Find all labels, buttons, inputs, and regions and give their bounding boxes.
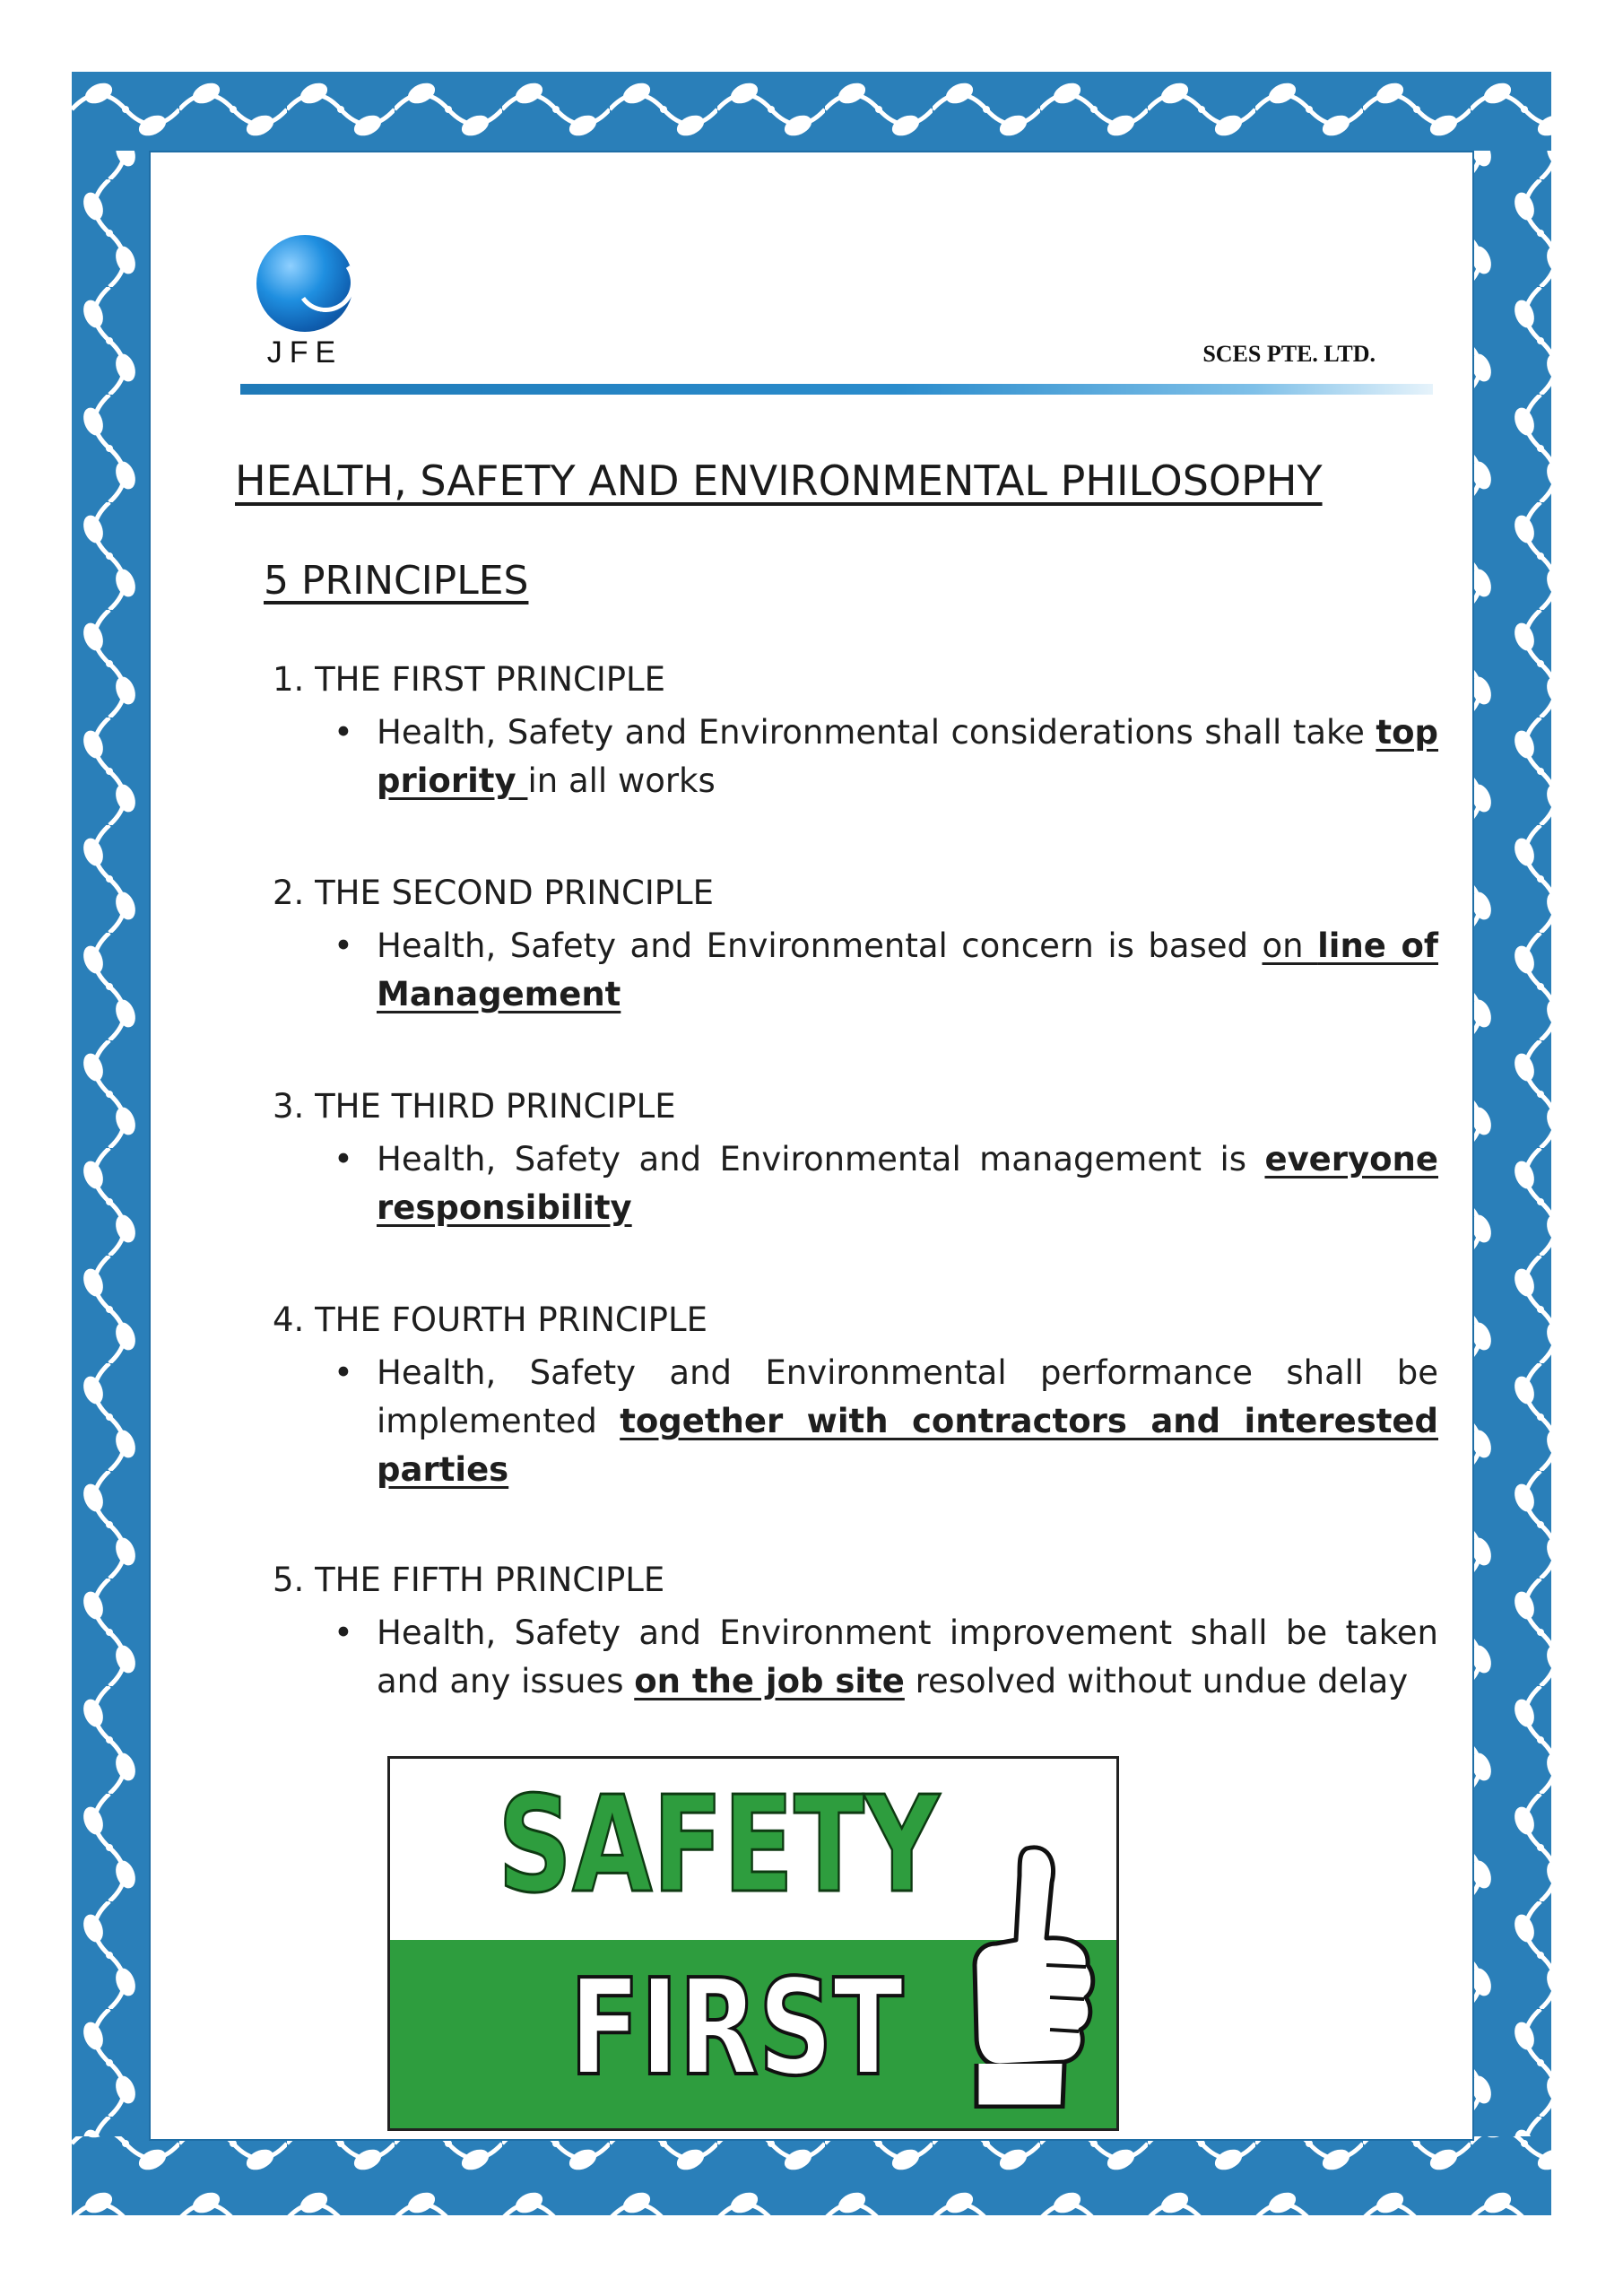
header-divider [240, 384, 1433, 395]
thumbs-up-icon [964, 1839, 1098, 2109]
sign-line-1: SAFETY [498, 1768, 940, 1922]
principle-heading: 1. THE FIRST PRINCIPLE [273, 660, 666, 699]
sign-line-2: FIRST [569, 1951, 904, 2105]
emphasis: together with contractors and interested parties [377, 1402, 1438, 1489]
emphasis: line of Management [377, 926, 1438, 1013]
safety-first-sign [387, 1756, 1119, 2131]
globe-icon [256, 235, 353, 332]
principle-heading: 3. THE THIRD PRINCIPLE [273, 1087, 676, 1126]
bullet-icon: • [334, 1613, 353, 1652]
principle-5 [273, 1557, 1438, 1706]
principle-text: • Health, Safety and Environment improvement shall be taken and any issues on the job site resolved without undue delay [273, 1609, 1438, 1706]
principle-2 [273, 870, 1438, 1019]
principle-text: • Health, Safety and Environmental concern is based on line of Management [273, 922, 1438, 1019]
principle-text: • Health, Safety and Environmental performance shall be implemented together with contractors and interested parties [273, 1349, 1438, 1494]
principle-3 [273, 1083, 1438, 1232]
principle-text: • Health, Safety and Environmental considerations shall take top priority in all works [273, 709, 1438, 805]
jfe-logo [251, 235, 359, 370]
page-content [151, 152, 1472, 2139]
company-name: SCES PTE. LTD. [1202, 341, 1376, 367]
emphasis: everyone responsibility [377, 1140, 1438, 1227]
bullet-icon: • [334, 1140, 353, 1178]
bullet-icon: • [334, 1353, 353, 1392]
section-title: 5 PRINCIPLES [264, 558, 529, 604]
principle-heading: 2. THE SECOND PRINCIPLE [273, 874, 715, 912]
page-title: HEALTH, SAFETY AND ENVIRONMENTAL PHILOSOPHY [235, 457, 1323, 505]
principle-1 [273, 657, 1438, 805]
bullet-icon: • [334, 713, 353, 752]
emphasis: on the job site [634, 1662, 905, 1700]
logo-text: JFE [266, 335, 343, 370]
principle-heading: 4. THE FOURTH PRINCIPLE [273, 1300, 707, 1339]
principle-4 [273, 1297, 1438, 1494]
emphasis: top priority [377, 713, 1438, 800]
bullet-icon: • [334, 926, 353, 965]
principle-text: • Health, Safety and Environmental management is everyone responsibility [273, 1135, 1438, 1232]
principle-heading: 5. THE FIFTH PRINCIPLE [273, 1561, 665, 1599]
